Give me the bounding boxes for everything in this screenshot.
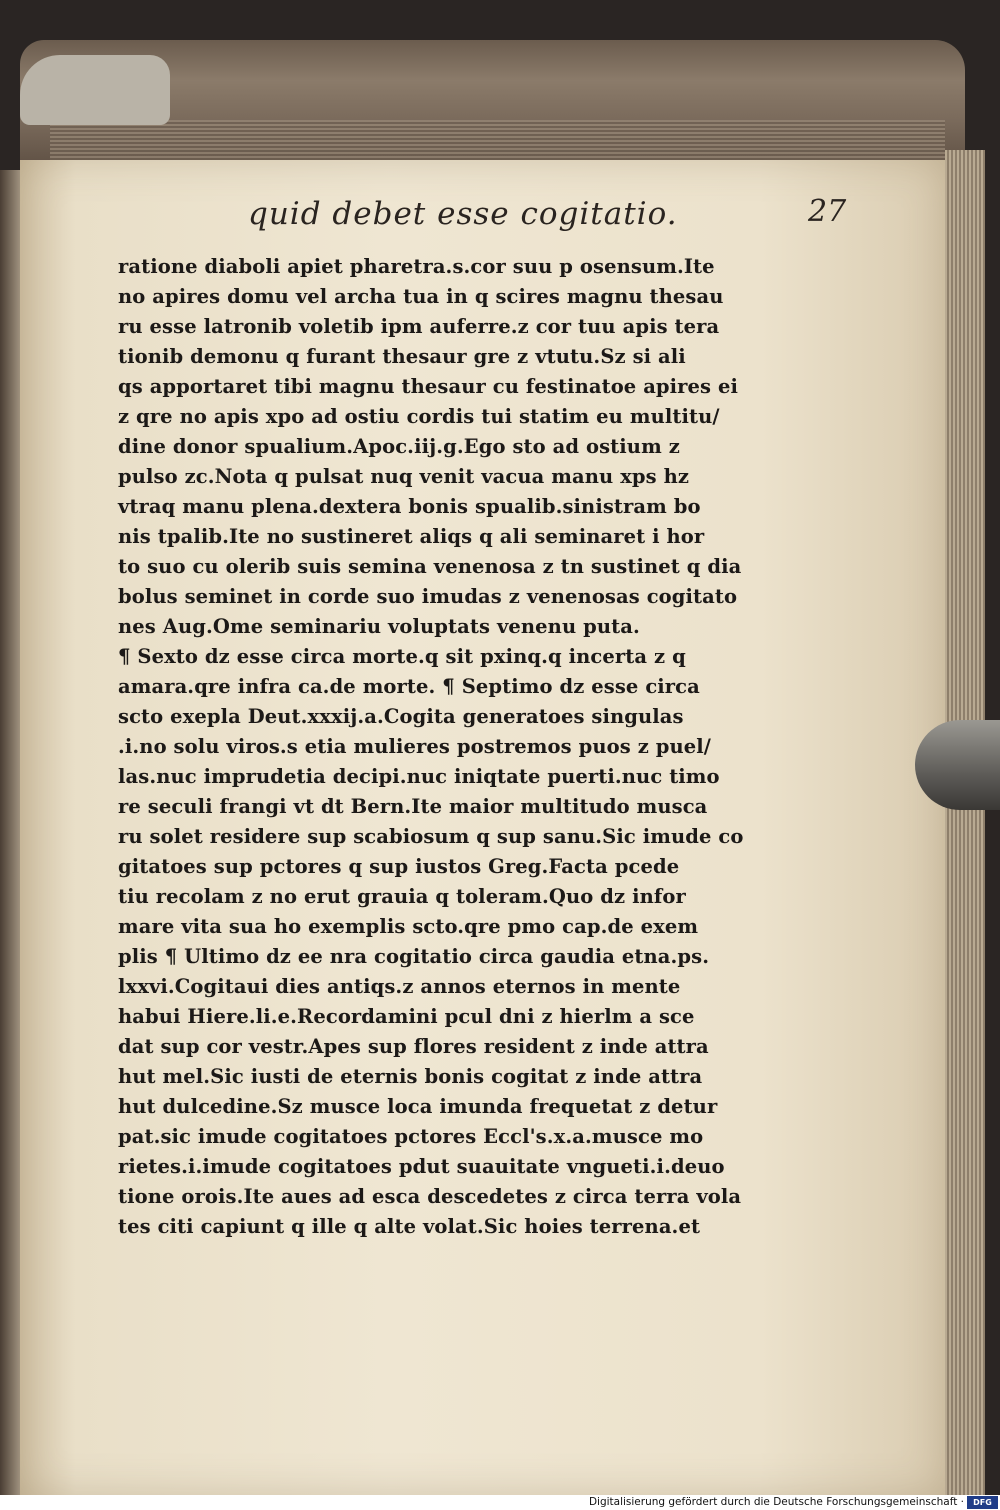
text-line: plis ¶ Ultimo dz ee nra cogitatio circa gaudia etna.ps. [118,945,710,968]
text-line: tes citi capiunt q ille q alte volat.Sic hoies terrena.et [118,1215,701,1238]
text-line: re seculi frangi vt dt Bern.Ite maior multitudo musca [118,795,708,818]
text-line: tiu recolam z no erut grauia q toleram.Quo dz infor [118,885,686,908]
text-line: mare vita sua ho exemplis scto.qre pmo cap.de exem [118,915,699,938]
text-line: nis tpalib.Ite no sustineret aliqs q ali seminaret i hor [118,525,705,548]
page-fore-edge [945,150,985,1495]
footer-bar [0,1495,1000,1510]
text-line: pat.sic imude cogitatoes pctores Eccl's.x.a.musce mo [118,1125,704,1148]
text-line: habui Hiere.li.e.Recordamini pcul dni z hierlm a sce [118,1005,695,1028]
handwritten-note: quid debet esse cogitatio. [248,196,678,232]
text-line: gitatoes sup pctores q sup iustos Greg.Facta pcede [118,855,680,878]
text-line: dine donor spualium.Apoc.iij.g.Ego sto ad ostium z [118,435,680,458]
text-line: nes Aug.Ome seminariu voluptats venenu puta. [118,615,640,638]
text-line: bolus seminet in corde suo imudas z venenosas cogitato [118,585,738,608]
book-clasp-side [915,720,1000,810]
text-line: las.nuc imprudetia decipi.nuc iniqtate puerti.nuc timo [118,765,720,788]
text-line: hut mel.Sic iusti de eternis bonis cogitat z inde attra [118,1065,703,1088]
folio-number: 27 [808,194,847,229]
text-line: lxxvi.Cogitaui dies antiqs.z annos eternos in mente [118,975,681,998]
text-line: rietes.i.imude cogitatoes pdut suauitate vngueti.i.deuo [118,1155,725,1178]
text-line: scto exepla Deut.xxxij.a.Cogita generatoes singulas [118,705,684,728]
text-line: z qre no apis xpo ad ostiu cordis tui statim eu multitu/ [118,405,720,428]
text-line: vtraq manu plena.dextera bonis spualib.sinistram bo [118,495,701,518]
book-clasp-top [20,55,170,125]
text-line: hut dulcedine.Sz musce loca imunda frequetat z detur [118,1095,718,1118]
text-line: ratione diaboli apiet pharetra.s.cor suu p osensum.Ite [118,255,715,278]
text-line: dat sup cor vestr.Apes sup flores resident z inde attra [118,1035,709,1058]
text-line: amara.qre infra ca.de morte. ¶ Septimo dz esse circa [118,675,700,698]
text-line: to suo cu olerib suis semina venenosa z tn sustinet q dia [118,555,742,578]
text-line: ¶ Sexto dz esse circa morte.q sit pxinq.q incerta z q [118,645,686,668]
text-line: tione orois.Ite aues ad esca descedetes z circa terra vola [118,1185,742,1208]
text-line: ru esse latronib voletib ipm auferre.z cor tuu apis tera [118,315,720,338]
text-line: qs apportaret tibi magnu thesaur cu festinatoe apires ei [118,375,739,398]
footer-credit: Digitalisierung gefördert durch die Deutsche Forschungsgemeinschaft · [588,1496,964,1508]
dfg-logo: DFG [967,1496,998,1509]
text-line: ru solet residere sup scabiosum q sup sanu.Sic imude co [118,825,744,848]
text-line: pulso zc.Nota q pulsat nuq venit vacua manu xps hz [118,465,690,488]
text-block [118,252,783,1242]
text-line: no apires domu vel archa tua in q scires magnu thesau [118,285,724,308]
left-facing-page [0,170,22,1495]
text-line: .i.no solu viros.s etia mulieres postremos puos z puel/ [118,735,712,758]
text-line: tionib demonu q furant thesaur gre z vtutu.Sz si ali [118,345,686,368]
